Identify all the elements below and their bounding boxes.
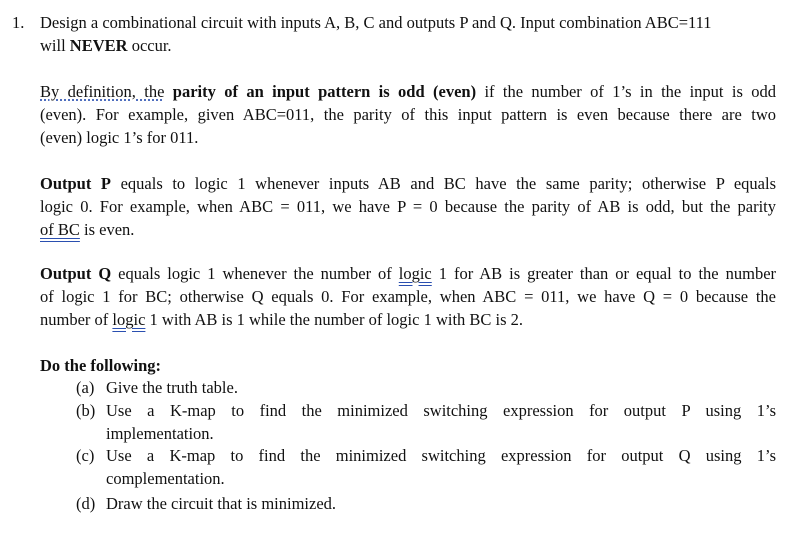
output-p-line-1 (40, 174, 776, 194)
question-number: 1. (12, 13, 25, 32)
task-c-text-2: complementation. (106, 469, 225, 488)
output-q-end-b: 1 with AB is 1 while the number of logic 1 with BC is 2. (145, 310, 524, 329)
tasks-heading-text: Do the following: (40, 356, 161, 375)
task-a-label: (a) (76, 378, 95, 397)
output-q-text-b: 1 for AB is greater than or equal to the number (431, 264, 777, 283)
output-p-text: equals to logic 1 whenever inputs AB and BC have the same parity; otherwise P equals (111, 174, 776, 193)
intro-text-c: occur. (127, 36, 172, 55)
question-intro-line-2 (40, 36, 172, 56)
task-d-text: Draw the circuit that is minimized. (106, 494, 337, 513)
task-b-label: (b) (76, 401, 96, 420)
output-q-end-a: number of (40, 310, 113, 329)
task-a-text: Give the truth table. (106, 378, 238, 397)
output-q-line-1 (40, 264, 776, 284)
task-c-text-1: Use a K-map to find the minimized switching expression for output Q using 1’s (106, 446, 776, 465)
never-emphasis: NEVER (69, 36, 128, 55)
task-d-label: (d) (76, 494, 96, 513)
tasks-heading (40, 356, 161, 376)
by-definition-text: By definition, the (40, 82, 165, 101)
of-bc-text: of BC (40, 220, 80, 239)
output-q-line-2: of logic 1 for BC; otherwise Q equals 0. For example, when ABC = 011, we have Q = 0 because the (40, 287, 776, 306)
output-p-line-2: logic 0. For example, when ABC = 011, we have P = 0 because the parity of AB is odd, but the parity (40, 197, 776, 216)
parity-definition-line-1 (40, 82, 776, 102)
task-b-text-2: implementation. (106, 424, 214, 443)
output-p-end: is even. (79, 220, 135, 239)
output-q-text-a: equals logic 1 whenever the number of (111, 264, 399, 283)
output-q-line-3 (40, 310, 523, 330)
logic-word-2: logic (112, 310, 146, 329)
parity-definition-line-3: (even) logic 1’s for 011. (40, 128, 199, 147)
output-p-line-3 (40, 220, 134, 240)
question-intro-line-1: Design a combinational circuit with inputs A, B, C and outputs P and Q. Input combination ABC=111 (40, 13, 712, 32)
parity-definition-rest: if the number of 1’s in the input is odd (476, 82, 776, 101)
task-b-text-1: Use a K-map to find the minimized switching expression for output P using 1’s (106, 401, 776, 420)
task-c-label: (c) (76, 446, 95, 465)
output-q-label: Output Q (40, 264, 112, 283)
output-p-label: Output P (40, 174, 112, 193)
parity-definition-line-2: (even). For example, given ABC=011, the parity of this input pattern is even because there are two (40, 105, 776, 124)
logic-word: logic (398, 264, 432, 283)
parity-definition-bold: parity of an input pattern is odd (even) (164, 82, 477, 101)
intro-text-a: will (40, 36, 70, 55)
